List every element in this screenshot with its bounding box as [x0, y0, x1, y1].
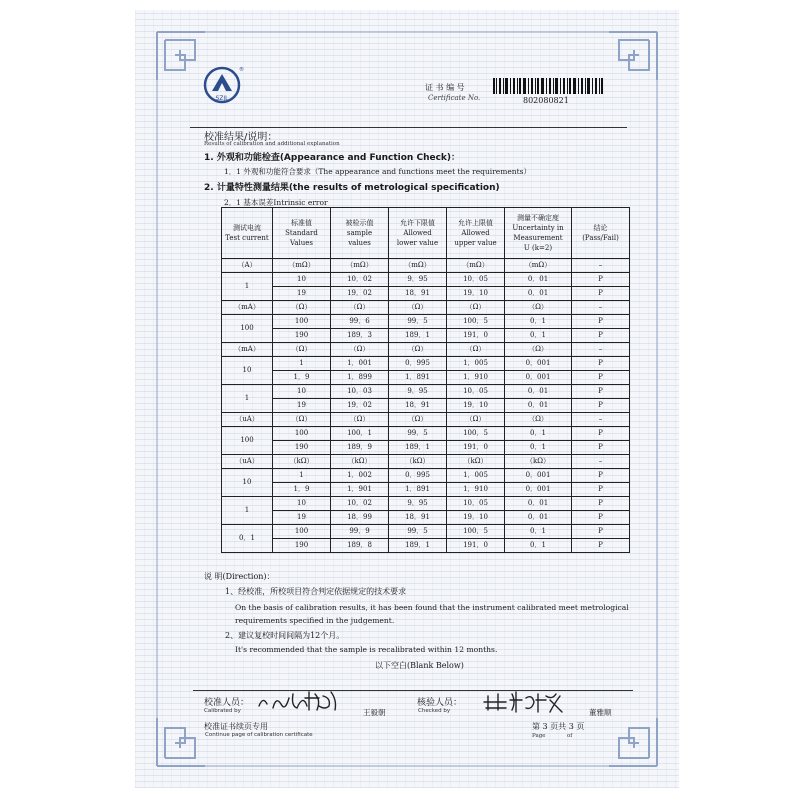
unit-cell: （mΩ）: [505, 259, 572, 273]
table-cell: 1．910: [447, 483, 505, 497]
unit-row: [222, 259, 630, 273]
test-current-cell: 10: [222, 469, 273, 497]
unit-cell: （Ω）: [447, 413, 505, 427]
table-row: [222, 329, 630, 343]
header-line: Uncertainty in: [512, 224, 564, 232]
test-current-cell: 100: [222, 427, 273, 455]
table-cell: 10．05: [447, 273, 505, 287]
unit-cell: （Ω）: [331, 301, 389, 315]
table-cell: 1．891: [389, 371, 447, 385]
table-cell: 0．995: [389, 357, 447, 371]
header-line: Measurement: [513, 234, 563, 242]
table-cell: 0．1: [505, 539, 572, 553]
table-cell: P: [572, 399, 630, 413]
table-cell: 19．10: [447, 287, 505, 301]
table-row: [222, 539, 630, 553]
table-row: [222, 385, 630, 399]
table-cell: 9．95: [389, 273, 447, 287]
table-cell: P: [572, 441, 630, 455]
header-line: 被检示值: [345, 219, 374, 227]
calibration-results-table: [221, 207, 630, 553]
unit-cell: （mΩ）: [447, 259, 505, 273]
table-cell: 19: [273, 399, 331, 413]
certificate-number-label: 证 书 编 号: [425, 83, 465, 92]
table-cell: 1．899: [331, 371, 389, 385]
checked-by-label: 核验人员：: [417, 698, 463, 708]
table-cell: 1．005: [447, 357, 505, 371]
table-cell: 1: [273, 357, 331, 371]
table-cell: 19: [273, 287, 331, 301]
unit-cell: （Ω）: [389, 413, 447, 427]
table-cell: 10．02: [331, 273, 389, 287]
unit-cell: –: [572, 259, 630, 273]
table-cell: 189．1: [389, 539, 447, 553]
test-current-cell: 100: [222, 315, 273, 343]
table-cell: 9．95: [389, 385, 447, 399]
table-cell: 0．1: [505, 315, 572, 329]
table-cell: 99．5: [389, 525, 447, 539]
calibrator-signature-icon: [253, 686, 348, 716]
unit-cell: （uA）: [222, 413, 273, 427]
unit-cell: –: [572, 301, 630, 315]
table-header-cell: [331, 208, 389, 259]
table-cell: P: [572, 469, 630, 483]
unit-row: [222, 413, 630, 427]
table-cell: 189．1: [389, 441, 447, 455]
header-line: 允许上限值: [458, 219, 493, 227]
table-cell: 1．891: [389, 483, 447, 497]
table-cell: 1．9: [273, 371, 331, 385]
table-cell: 1．901: [331, 483, 389, 497]
table-cell: 0．995: [389, 469, 447, 483]
of-label-en: of: [567, 733, 573, 739]
table-row: [222, 315, 630, 329]
note2-en: It's recommended that the sample is recalibrated within 12 months.: [235, 645, 498, 654]
table-cell: P: [572, 385, 630, 399]
table-cell: P: [572, 525, 630, 539]
table-cell: 1．002: [331, 469, 389, 483]
table-cell: 0．001: [505, 357, 572, 371]
table-cell: P: [572, 287, 630, 301]
table-cell: 0．1: [505, 329, 572, 343]
table-row: [222, 399, 630, 413]
table-cell: P: [572, 357, 630, 371]
unit-cell: （Ω）: [505, 301, 572, 315]
table-cell: 9．95: [389, 497, 447, 511]
section1-item: 1．1 外观和功能符合要求（The appearance and functions meet the requirements）: [224, 167, 531, 176]
header-line: Allowed: [403, 229, 432, 237]
table-cell: 10．03: [331, 385, 389, 399]
unit-cell: （kΩ）: [331, 455, 389, 469]
unit-cell: （mΩ）: [273, 259, 331, 273]
table-row: [222, 525, 630, 539]
table-cell: 10: [273, 497, 331, 511]
continuation-label: 校准证书续页专用: [204, 722, 268, 731]
results-title: 校准结果/说明：: [204, 132, 278, 143]
table-cell: P: [572, 497, 630, 511]
note1-en: On the basis of calibration results, it has been found that the instrument calibrated meet metrological requirements specified in the judgement.: [235, 603, 629, 625]
table-cell: 190: [273, 441, 331, 455]
table-cell: 19: [273, 511, 331, 525]
header-line: Test current: [225, 234, 269, 242]
table-cell: 0．01: [505, 385, 572, 399]
table-cell: 100: [273, 427, 331, 441]
unit-cell: （Ω）: [505, 343, 572, 357]
continuation-label-en: Continue page of calibration certificate: [205, 732, 313, 738]
header-line: 测试电流: [233, 224, 261, 232]
table-cell: 1．001: [331, 357, 389, 371]
table-cell: 19．02: [331, 399, 389, 413]
svg-text:®: ®: [239, 67, 244, 73]
checker-signature-icon: [480, 688, 570, 716]
table-cell: 0．001: [505, 469, 572, 483]
table-row: [222, 469, 630, 483]
table-cell: P: [572, 511, 630, 525]
table-cell: 0．1: [505, 441, 572, 455]
table-cell: 190: [273, 539, 331, 553]
header-line: 标准值: [291, 219, 312, 227]
table-header-cell: [273, 208, 331, 259]
calibrated-by-label: 校准人员：: [204, 698, 250, 708]
table-row: [222, 371, 630, 385]
table-cell: 0．01: [505, 497, 572, 511]
table-header-row: [222, 208, 630, 259]
certificate-number: 802080821: [523, 96, 569, 105]
table-row: [222, 287, 630, 301]
unit-cell: （kΩ）: [389, 455, 447, 469]
unit-cell: （Ω）: [273, 343, 331, 357]
table-cell: 100．5: [447, 427, 505, 441]
unit-cell: （Ω）: [273, 413, 331, 427]
table-row: [222, 497, 630, 511]
table-row: [222, 273, 630, 287]
table-cell: P: [572, 371, 630, 385]
table-cell: 18．99: [331, 511, 389, 525]
header-line: Standard: [285, 229, 318, 237]
unit-cell: （Ω）: [447, 343, 505, 357]
table-cell: 100: [273, 525, 331, 539]
unit-row: [222, 301, 630, 315]
unit-cell: （Ω）: [389, 301, 447, 315]
calibrator-name: 王毅朝: [363, 708, 386, 717]
header-line: sample: [346, 229, 373, 237]
szjl-logo-icon: [202, 65, 242, 105]
table-cell: 18．91: [389, 399, 447, 413]
unit-row: [222, 343, 630, 357]
table-cell: P: [572, 329, 630, 343]
table-cell: 0．01: [505, 287, 572, 301]
svg-text:SZJL: SZJL: [215, 95, 229, 102]
table-row: [222, 483, 630, 497]
table-cell: 10．05: [447, 385, 505, 399]
test-current-cell: 1: [222, 497, 273, 525]
results-title-en: Results of calibration and additional explanation: [204, 141, 340, 147]
direction-title: 说 明(Direction)：: [204, 572, 275, 581]
test-current-cell: 1: [222, 385, 273, 413]
table-cell: 189．9: [331, 441, 389, 455]
test-current-cell: 1: [222, 273, 273, 301]
unit-cell: （mΩ）: [389, 259, 447, 273]
table-header-cell: [447, 208, 505, 259]
header-line: values: [348, 239, 371, 247]
table-cell: 1．910: [447, 371, 505, 385]
table-cell: 1: [273, 469, 331, 483]
table-cell: 0．001: [505, 371, 572, 385]
page-label-en: Page: [532, 733, 546, 739]
table-cell: 10: [273, 385, 331, 399]
unit-cell: （Ω）: [447, 301, 505, 315]
unit-cell: –: [572, 413, 630, 427]
test-current-cell: 0．1: [222, 525, 273, 553]
table-cell: 19．02: [331, 287, 389, 301]
table-header-cell: [389, 208, 447, 259]
table-cell: 190: [273, 329, 331, 343]
table-cell: 10．02: [331, 497, 389, 511]
barcode-icon: [493, 78, 603, 94]
table-header-cell: [505, 208, 572, 259]
unit-cell: –: [572, 343, 630, 357]
table-cell: 191．0: [447, 329, 505, 343]
unit-cell: （Ω）: [505, 413, 572, 427]
table-cell: P: [572, 483, 630, 497]
header-line: 允许下限值: [400, 219, 435, 227]
unit-cell: （kΩ）: [273, 455, 331, 469]
unit-cell: （A）: [222, 259, 273, 273]
unit-cell: （mA）: [222, 343, 273, 357]
unit-cell: （Ω）: [389, 343, 447, 357]
table-cell: 0．1: [505, 427, 572, 441]
unit-cell: （mΩ）: [331, 259, 389, 273]
table-cell: 10: [273, 273, 331, 287]
table-cell: 100: [273, 315, 331, 329]
unit-cell: –: [572, 455, 630, 469]
section1-title: 1. 外观和功能检查(Appearance and Function Check)：: [204, 153, 461, 163]
table-body: [222, 259, 630, 553]
table-cell: P: [572, 315, 630, 329]
header-line: Allowed: [461, 229, 490, 237]
table-cell: 100．5: [447, 315, 505, 329]
table-cell: 191．0: [447, 441, 505, 455]
table-cell: P: [572, 427, 630, 441]
table-cell: 100．5: [447, 525, 505, 539]
table-header: [222, 208, 630, 259]
table-cell: 99．5: [389, 315, 447, 329]
unit-cell: （Ω）: [273, 301, 331, 315]
calibrated-by-label-en: Calibrated by: [204, 708, 241, 714]
header-line: lower value: [396, 239, 439, 247]
unit-cell: （kΩ）: [505, 455, 572, 469]
unit-cell: （kΩ）: [447, 455, 505, 469]
blank-below: 以下空白(Blank Below): [375, 661, 464, 670]
table-cell: 18．91: [389, 287, 447, 301]
unit-cell: （Ω）: [331, 343, 389, 357]
table-cell: 19．10: [447, 511, 505, 525]
table-cell: 189．3: [331, 329, 389, 343]
unit-cell: （mA）: [222, 301, 273, 315]
section2-item: 2．1 基本误差Intrinsic error: [224, 198, 328, 207]
table-cell: 1．9: [273, 483, 331, 497]
table-row: [222, 441, 630, 455]
table-header-cell: [222, 208, 273, 259]
table-row: [222, 427, 630, 441]
checked-by-label-en: Checked by: [418, 708, 451, 714]
header-line: (Pass/Fail): [582, 234, 619, 242]
table-cell: 0．001: [505, 483, 572, 497]
table-cell: 99．9: [331, 525, 389, 539]
unit-cell: （uA）: [222, 455, 273, 469]
table-cell: 0．01: [505, 273, 572, 287]
table-cell: 1．005: [447, 469, 505, 483]
table-cell: 19．10: [447, 399, 505, 413]
table-cell: 189．1: [389, 329, 447, 343]
header-line: 结论: [593, 224, 608, 232]
unit-row: [222, 455, 630, 469]
test-current-cell: 10: [222, 357, 273, 385]
table-cell: 99．5: [389, 427, 447, 441]
unit-cell: （Ω）: [331, 413, 389, 427]
certificate-number-label-en: Certificate No.: [428, 94, 481, 102]
table-cell: 0．01: [505, 399, 572, 413]
section2-title: 2. 计量特性测量结果(the results of metrological specification): [204, 183, 500, 193]
table-cell: 100．1: [331, 427, 389, 441]
table-cell: 10．05: [447, 497, 505, 511]
header-line: U (k=2): [523, 244, 553, 252]
table-cell: 99．6: [331, 315, 389, 329]
header-line: 测量不确定度: [517, 214, 559, 222]
note2-cn: 2、建议复校时间间隔为12个月。: [225, 631, 345, 640]
table-header-cell: [572, 208, 630, 259]
checker-name: 董雅顺: [589, 708, 612, 717]
certificate-page: [135, 10, 679, 788]
table-cell: 189．8: [331, 539, 389, 553]
note1-cn: 1、经校准，所校项目符合判定依据规定的技术要求: [225, 587, 407, 596]
table-row: [222, 357, 630, 371]
table-row: [222, 511, 630, 525]
header-line: upper value: [454, 239, 497, 247]
table-cell: 0．1: [505, 525, 572, 539]
table-cell: 18．91: [389, 511, 447, 525]
header-line: Values: [289, 239, 314, 247]
table-cell: 0．01: [505, 511, 572, 525]
table-cell: P: [572, 539, 630, 553]
table-cell: P: [572, 273, 630, 287]
table-cell: 191．0: [447, 539, 505, 553]
page-info: 第 3 页共 3 页: [532, 722, 585, 731]
